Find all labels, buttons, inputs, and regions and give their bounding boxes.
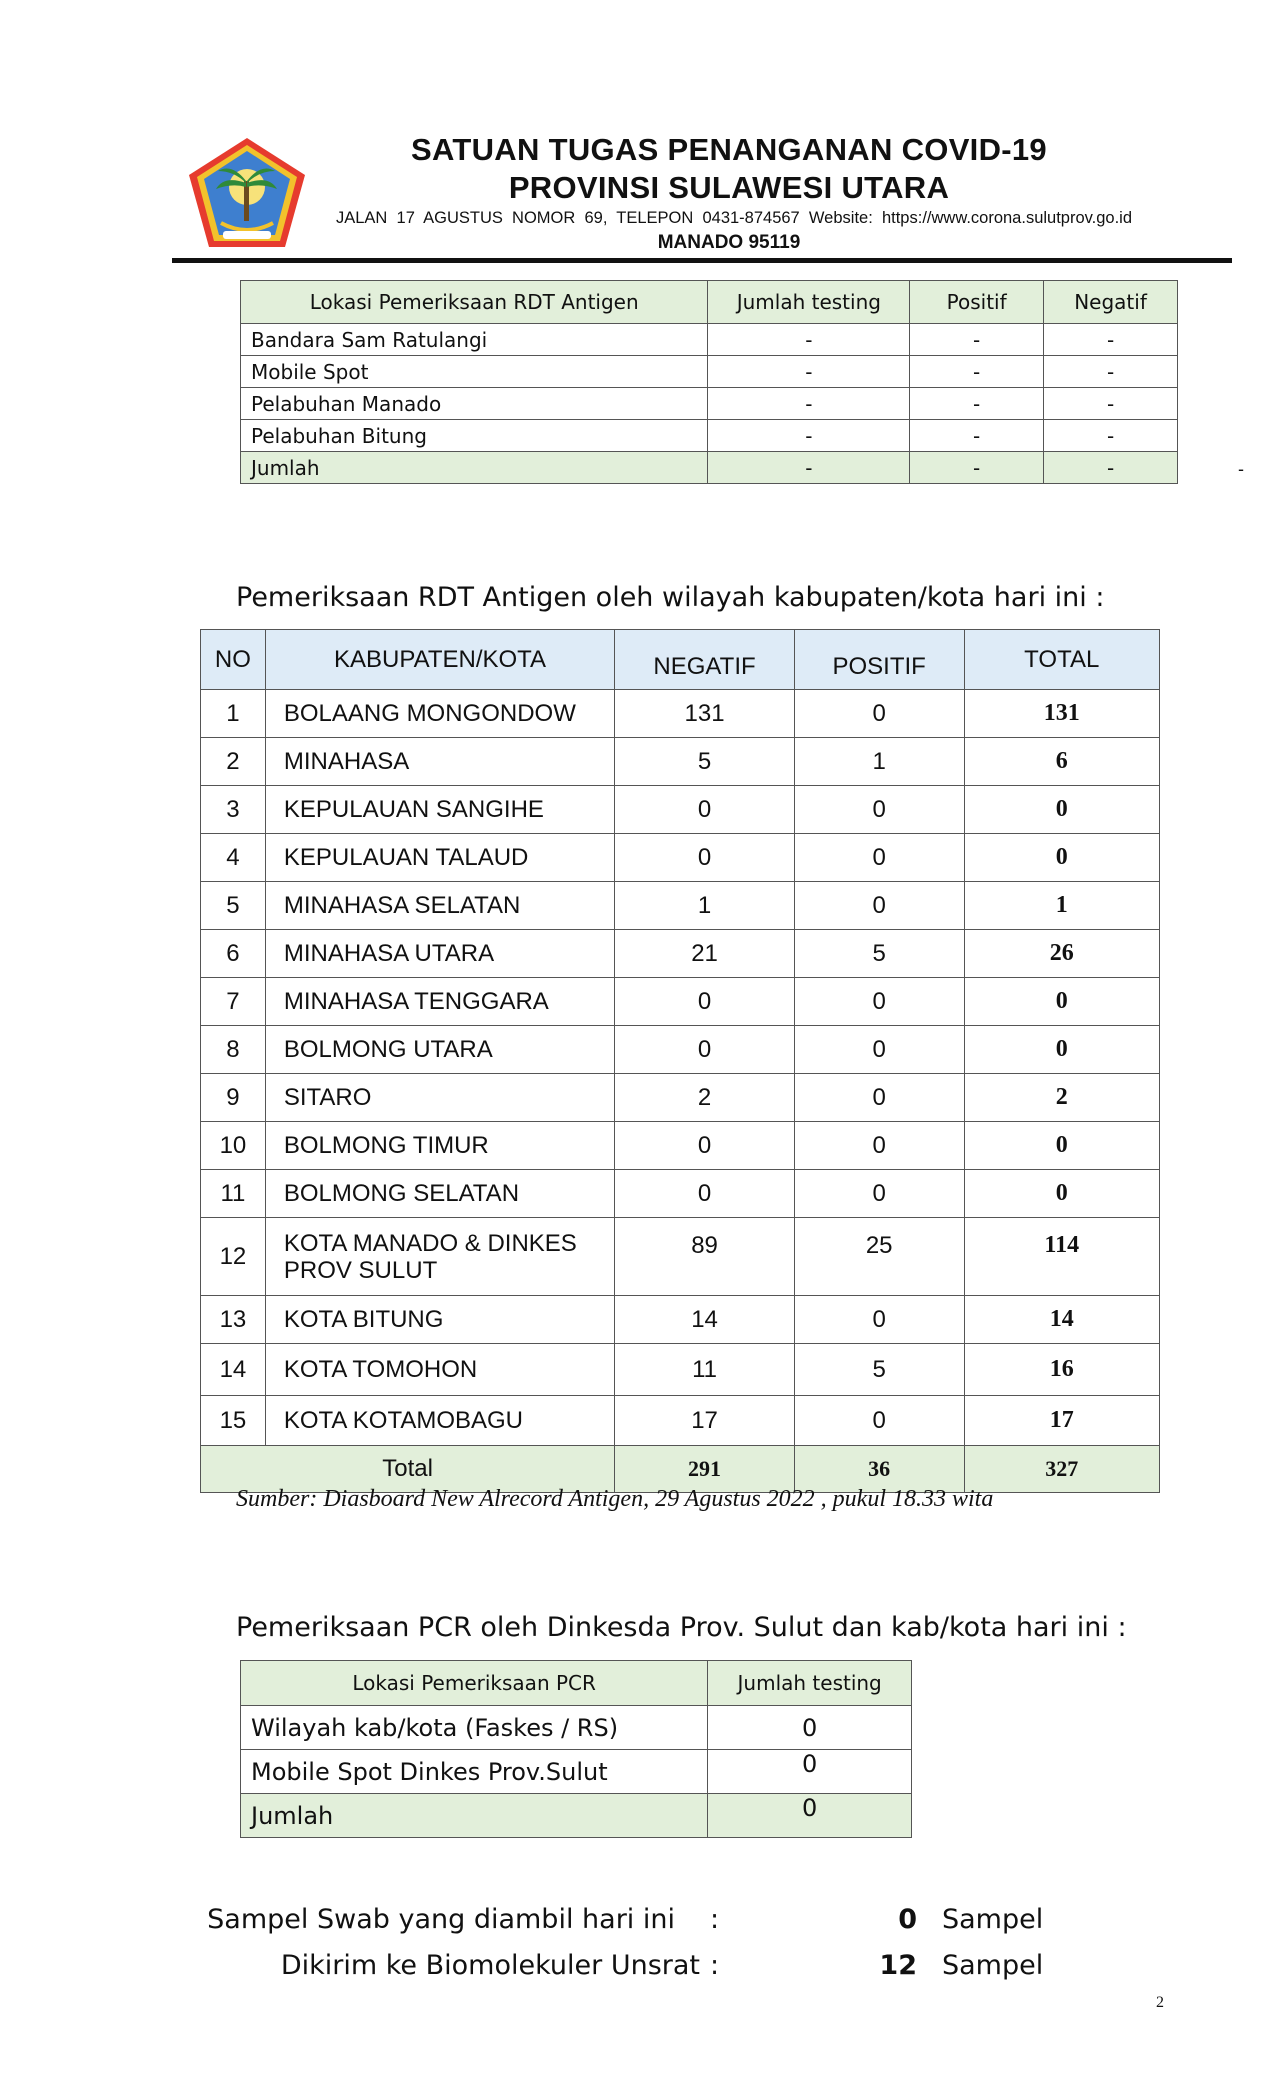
swab-taken-unit: Sampel	[942, 1904, 1044, 1935]
positive-count: 5	[794, 930, 964, 978]
row-number: 8	[201, 1026, 266, 1074]
positive-count: 0	[794, 882, 964, 930]
positive-count: 5	[794, 1344, 964, 1396]
data-source-note: Sumber: Diasboard New Alrecord Antigen, 29 Agustus 2022 , pukul 18.33 wita	[236, 1486, 994, 1512]
negative-count: 0	[615, 1122, 795, 1170]
positive-count: 0	[794, 690, 964, 738]
table-header-row	[241, 281, 1178, 324]
table-row	[201, 834, 1160, 882]
positive-count: 0	[794, 1396, 964, 1446]
total-count: 17	[964, 1396, 1160, 1446]
header-divider	[172, 258, 1232, 263]
total-label: Total	[201, 1446, 615, 1493]
total-count: 0	[964, 1170, 1160, 1218]
value-cell: -	[708, 420, 910, 452]
location-cell: Wilayah kab/kota (Faskes / RS)	[241, 1706, 708, 1750]
swab-taken-label: Sampel Swab yang diambil hari ini	[207, 1904, 675, 1935]
region-name: MINAHASA	[265, 738, 614, 786]
positive-count: 0	[794, 786, 964, 834]
total-count: 131	[964, 690, 1160, 738]
region-name: KOTA MANADO & DINKES PROV SULUT	[265, 1218, 614, 1296]
row-number: 9	[201, 1074, 266, 1122]
swab-sent-colon: :	[710, 1950, 720, 1981]
value-cell: -	[910, 388, 1044, 420]
column-header: Jumlah testing	[708, 281, 910, 324]
value-cell: 0	[708, 1750, 912, 1794]
row-number: 10	[201, 1122, 266, 1170]
table-header-row	[241, 1661, 912, 1706]
value-cell: -	[708, 356, 910, 388]
value-cell: -	[1044, 388, 1178, 420]
rdt-region-table	[200, 629, 1160, 1493]
row-number: 1	[201, 690, 266, 738]
negative-count: 11	[615, 1344, 795, 1396]
table-row	[201, 1026, 1160, 1074]
table-row	[201, 738, 1160, 786]
negative-count: 21	[615, 930, 795, 978]
value-cell: -	[910, 324, 1044, 356]
negative-count: 89	[615, 1218, 795, 1296]
table-row	[201, 1074, 1160, 1122]
total-count: 0	[964, 978, 1160, 1026]
column-header: Negatif	[1044, 281, 1178, 324]
total-row	[241, 452, 1178, 484]
negative-count: 1	[615, 882, 795, 930]
rdt-location-table	[240, 280, 1178, 484]
row-number: 14	[201, 1344, 266, 1396]
positive-count: 0	[794, 1122, 964, 1170]
table-row	[241, 388, 1178, 420]
negative-count: 131	[615, 690, 795, 738]
region-name: BOLMONG SELATAN	[265, 1170, 614, 1218]
value-cell: 0	[708, 1706, 912, 1750]
negative-count: 5	[615, 738, 795, 786]
column-header: Jumlah testing	[708, 1661, 912, 1706]
city-line: MANADO 95119	[657, 232, 801, 253]
total-count: 0	[964, 1122, 1160, 1170]
table-row	[241, 324, 1178, 356]
value-cell: -	[708, 324, 910, 356]
row-number: 15	[201, 1396, 266, 1446]
total-count: 6	[964, 738, 1160, 786]
page-number: 2	[1156, 1994, 1164, 2011]
table-row	[201, 1296, 1160, 1344]
swab-taken-colon: :	[710, 1904, 720, 1935]
pcr-heading: Pemeriksaan PCR oleh Dinkesda Prov. Sulut dan kab/kota hari ini :	[236, 1612, 1127, 1643]
table-row	[201, 1170, 1160, 1218]
table-row	[241, 1706, 912, 1750]
swab-sent-value: 12	[879, 1950, 917, 1981]
negative-count: 2	[615, 1074, 795, 1122]
column-header: Lokasi Pemeriksaan PCR	[241, 1661, 708, 1706]
region-name: MINAHASA SELATAN	[265, 882, 614, 930]
table-header-row	[201, 630, 1160, 690]
stray-dash: -	[1238, 459, 1244, 479]
table-row	[201, 786, 1160, 834]
region-name: BOLAANG MONGONDOW	[265, 690, 614, 738]
total-count: 114	[964, 1218, 1160, 1296]
table-row	[201, 690, 1160, 738]
location-cell: Pelabuhan Manado	[241, 388, 708, 420]
column-header: Positif	[910, 281, 1044, 324]
row-number: 6	[201, 930, 266, 978]
value-cell: -	[910, 420, 1044, 452]
total-count: 26	[964, 930, 1160, 978]
column-header: KABUPATEN/KOTA	[265, 630, 614, 690]
negative-count: 14	[615, 1296, 795, 1344]
row-number: 5	[201, 882, 266, 930]
negative-count: 17	[615, 1396, 795, 1446]
positive-count: 0	[794, 1026, 964, 1074]
region-name: KOTA KOTAMOBAGU	[265, 1396, 614, 1446]
region-name: KOTA TOMOHON	[265, 1344, 614, 1396]
total-label: Jumlah	[241, 1794, 708, 1838]
positive-count: 0	[794, 834, 964, 882]
total-label: Jumlah	[241, 452, 708, 484]
location-cell: Mobile Spot Dinkes Prov.Sulut	[241, 1750, 708, 1794]
region-name: KEPULAUAN TALAUD	[265, 834, 614, 882]
total-count: 14	[964, 1296, 1160, 1344]
region-name: MINAHASA TENGGARA	[265, 978, 614, 1026]
table-row	[241, 356, 1178, 388]
grand-total: 327	[964, 1446, 1160, 1493]
region-name: SITARO	[265, 1074, 614, 1122]
total-negative: 291	[615, 1446, 795, 1493]
table-row	[201, 930, 1160, 978]
total-count: 0	[964, 1026, 1160, 1074]
swab-sent-unit: Sampel	[942, 1950, 1044, 1981]
negative-count: 0	[615, 1170, 795, 1218]
total-count: 2	[964, 1074, 1160, 1122]
total-cell: -	[708, 452, 910, 484]
total-cell: -	[1044, 452, 1178, 484]
row-number: 13	[201, 1296, 266, 1344]
positive-count: 0	[794, 1170, 964, 1218]
swab-taken-value: 0	[898, 1904, 917, 1935]
total-count: 16	[964, 1344, 1160, 1396]
location-cell: Pelabuhan Bitung	[241, 420, 708, 452]
location-cell: Mobile Spot	[241, 356, 708, 388]
location-cell: Bandara Sam Ratulangi	[241, 324, 708, 356]
address-line: JALAN 17 AGUSTUS NOMOR 69, TELEPON 0431-874567 Website: https://www.corona.sulutprov.go.id	[336, 209, 1133, 227]
negative-count: 0	[615, 978, 795, 1026]
column-header: POSITIF	[794, 630, 964, 690]
table-row	[201, 1122, 1160, 1170]
region-name: MINAHASA UTARA	[265, 930, 614, 978]
table-row	[201, 1396, 1160, 1446]
region-name: BOLMONG TIMUR	[265, 1122, 614, 1170]
negative-count: 0	[615, 1026, 795, 1074]
table-row	[241, 420, 1178, 452]
row-number: 12	[201, 1218, 266, 1296]
swab-sent-label: Dikirim ke Biomolekuler Unsrat	[280, 1950, 700, 1981]
total-count: 1	[964, 882, 1160, 930]
column-header: NEGATIF	[615, 630, 795, 690]
row-number: 11	[201, 1170, 266, 1218]
row-number: 7	[201, 978, 266, 1026]
table-row	[201, 1218, 1160, 1296]
total-cell: -	[910, 452, 1044, 484]
total-cell: 0	[708, 1794, 912, 1838]
agency-title: SATUAN TUGAS PENANGANAN COVID-19	[411, 132, 1047, 167]
positive-count: 0	[794, 1296, 964, 1344]
pcr-table	[240, 1660, 912, 1838]
table-row	[201, 1344, 1160, 1396]
total-count: 0	[964, 786, 1160, 834]
column-header: NO	[201, 630, 266, 690]
row-number: 2	[201, 738, 266, 786]
total-row	[241, 1794, 912, 1838]
table-row	[241, 1750, 912, 1794]
rdt-region-heading: Pemeriksaan RDT Antigen oleh wilayah kabupaten/kota hari ini :	[236, 582, 1105, 613]
region-name: KOTA BITUNG	[265, 1296, 614, 1344]
negative-count: 0	[615, 786, 795, 834]
table-row	[201, 978, 1160, 1026]
region-name: KEPULAUAN SANGIHE	[265, 786, 614, 834]
value-cell: -	[1044, 324, 1178, 356]
value-cell: -	[910, 356, 1044, 388]
row-number: 4	[201, 834, 266, 882]
value-cell: -	[708, 388, 910, 420]
table-row	[201, 882, 1160, 930]
column-header: Lokasi Pemeriksaan RDT Antigen	[241, 281, 708, 324]
value-cell: -	[1044, 356, 1178, 388]
column-header: TOTAL	[964, 630, 1160, 690]
value-cell: -	[1044, 420, 1178, 452]
total-positive: 36	[794, 1446, 964, 1493]
positive-count: 0	[794, 978, 964, 1026]
total-count: 0	[964, 834, 1160, 882]
row-number: 3	[201, 786, 266, 834]
province-title: PROVINSI SULAWESI UTARA	[508, 170, 950, 205]
negative-count: 0	[615, 834, 795, 882]
positive-count: 25	[794, 1218, 964, 1296]
region-name: BOLMONG UTARA	[265, 1026, 614, 1074]
positive-count: 1	[794, 738, 964, 786]
positive-count: 0	[794, 1074, 964, 1122]
